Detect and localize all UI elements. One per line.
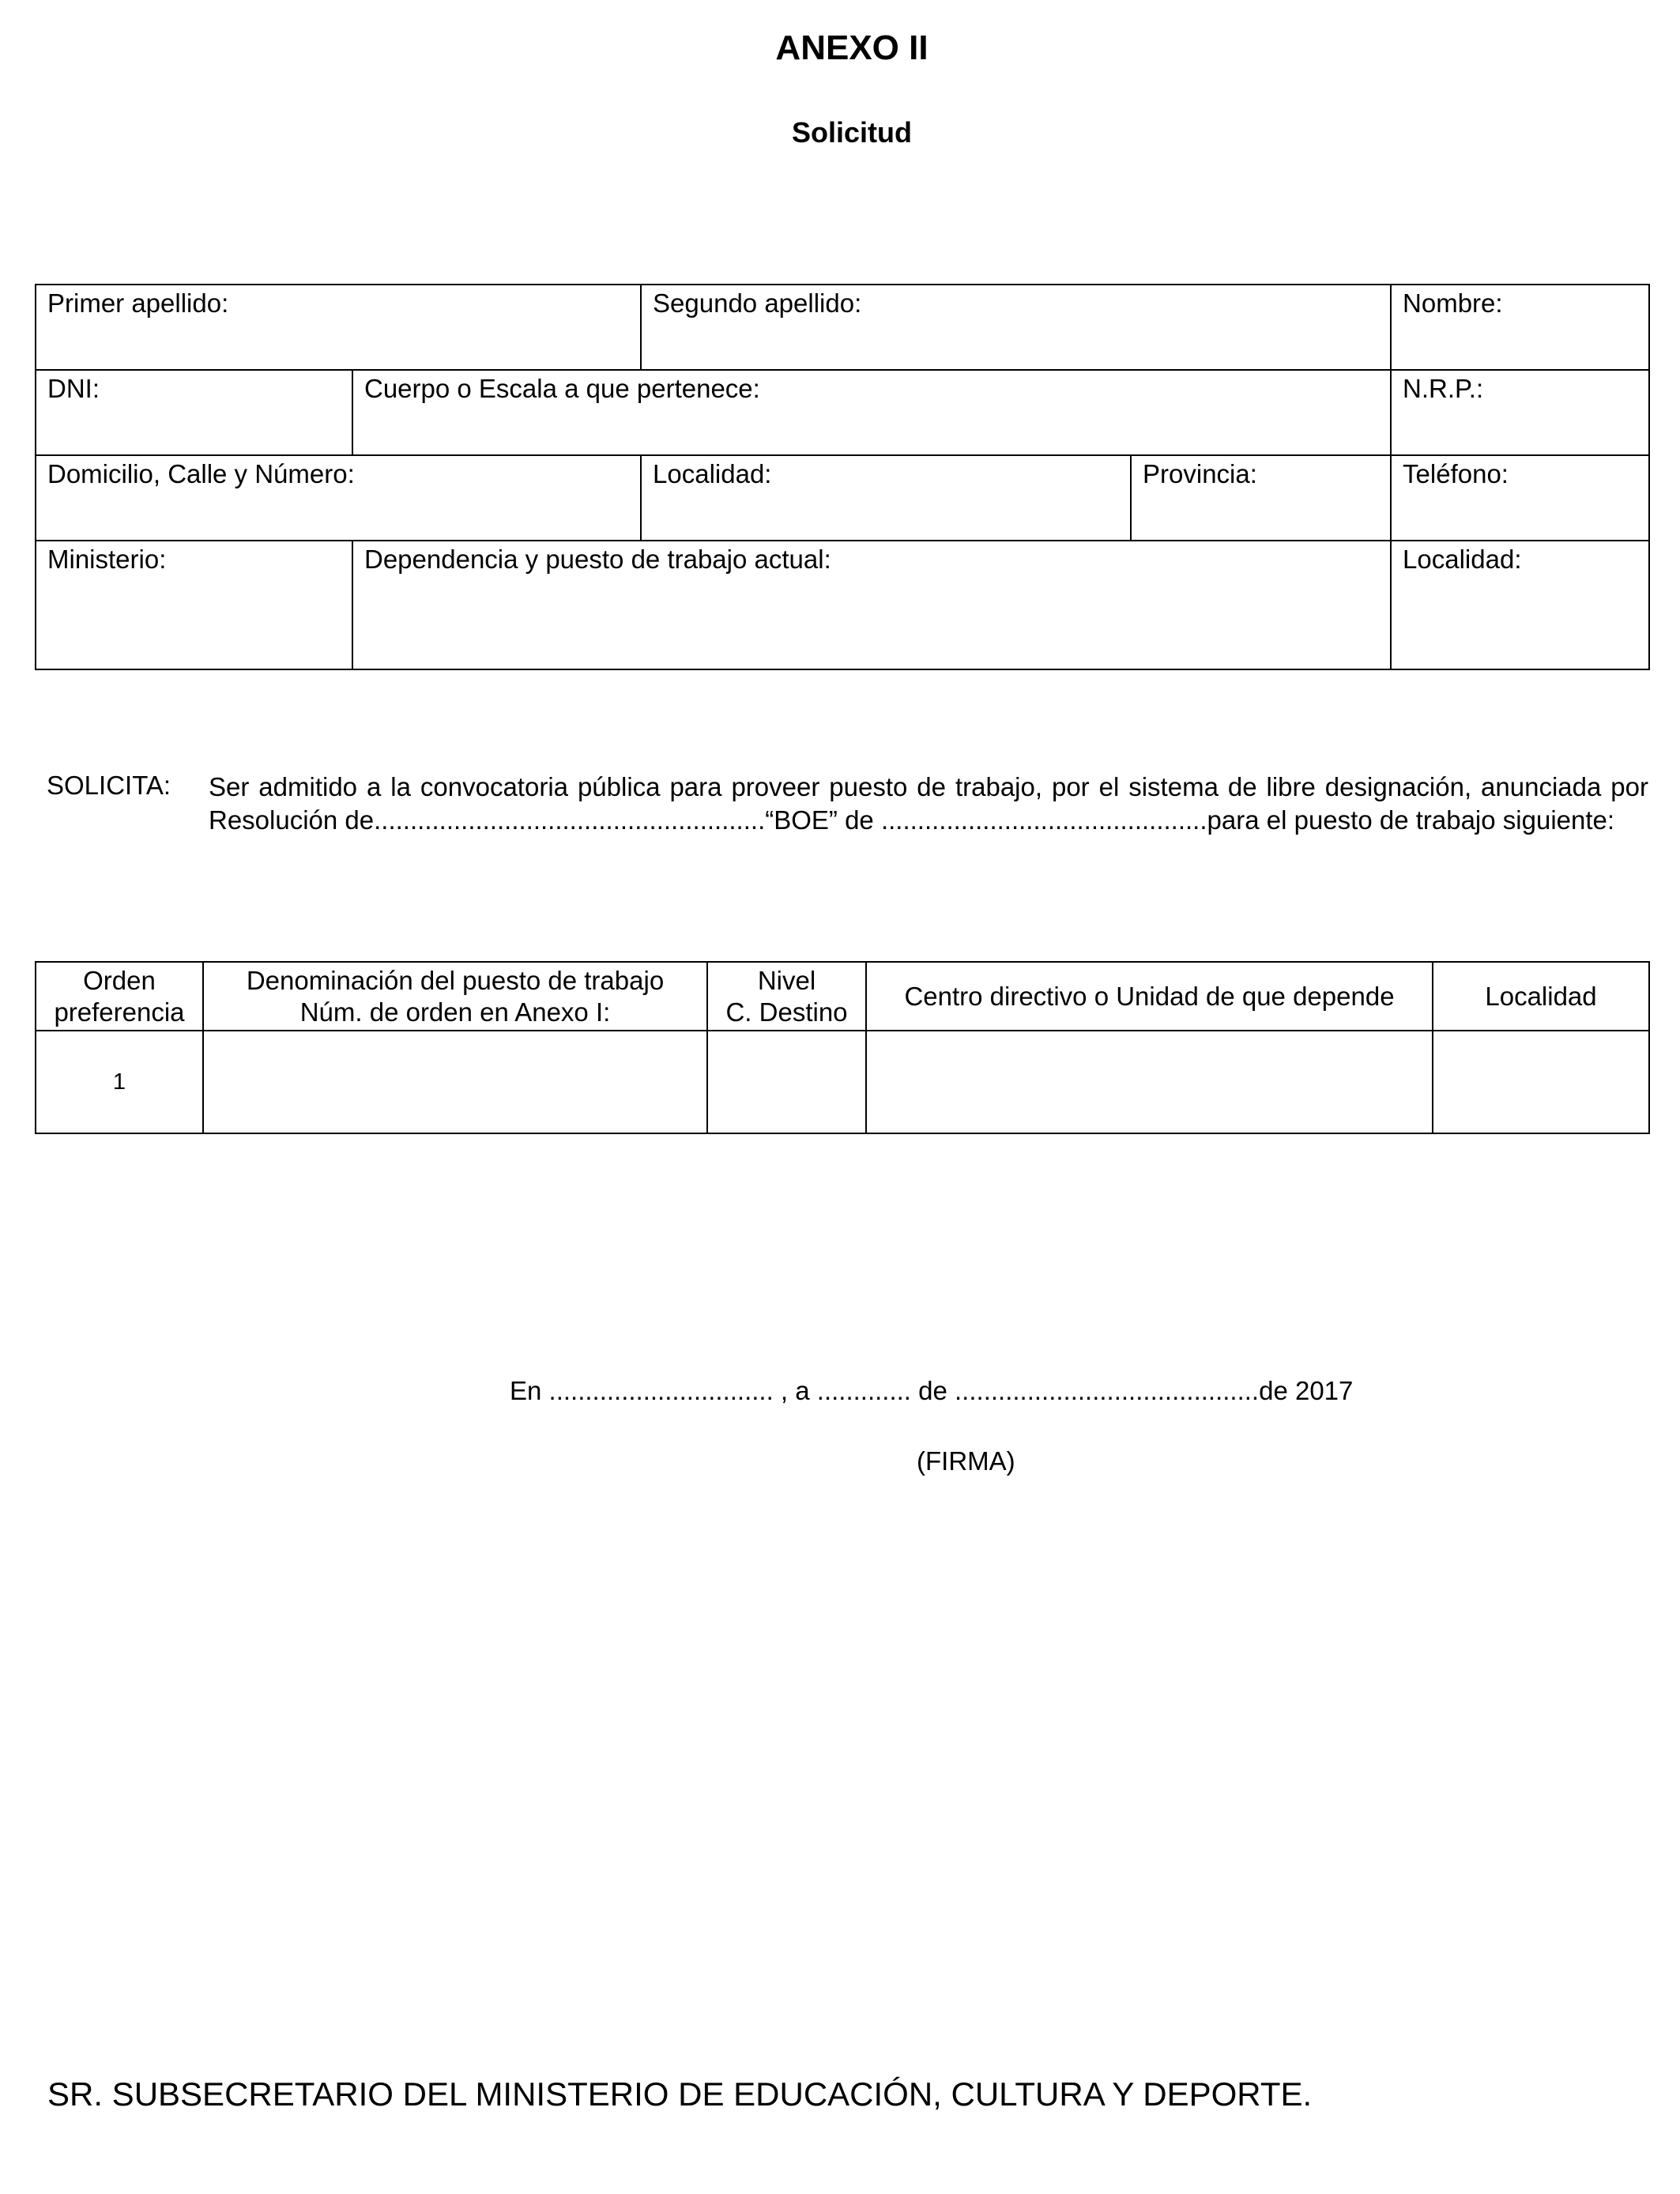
cell-localidad[interactable] <box>1433 1031 1649 1133</box>
cell-nivel[interactable] <box>707 1031 866 1133</box>
primer-apellido-field[interactable] <box>36 285 641 370</box>
header-orden-line2: preferencia <box>54 997 185 1027</box>
segundo-apellido-field[interactable] <box>641 285 1391 370</box>
domicilio-field[interactable] <box>36 455 641 541</box>
header-orden-line1: Orden <box>83 965 156 995</box>
header-localidad: Localidad <box>1433 962 1649 1031</box>
header-nivel-line2: C. Destino <box>725 997 848 1027</box>
header-denominacion-line1: Denominación del puesto de trabajo <box>246 965 665 995</box>
localidad-trabajo-label: Localidad: <box>1403 545 1522 574</box>
nombre-label: Nombre: <box>1403 288 1503 318</box>
cell-denominacion[interactable] <box>203 1031 707 1133</box>
place-date-line: En ............................... , a ............. de ..........................................de 2017 <box>510 1376 1354 1405</box>
header-nivel-line1: Nivel <box>757 965 816 995</box>
dependencia-label: Dependencia y puesto de trabajo actual: <box>364 545 831 574</box>
provincia-field[interactable] <box>1131 455 1391 541</box>
firma-label: (FIRMA) <box>917 1446 1015 1476</box>
nombre-field[interactable] <box>1391 285 1649 370</box>
localidad-label: Localidad: <box>653 459 772 488</box>
localidad-trabajo-field[interactable] <box>1391 541 1649 669</box>
header-nivel <box>707 962 866 1031</box>
ministerio-label: Ministerio: <box>47 545 167 574</box>
ministerio-field[interactable] <box>36 541 352 669</box>
document-subtitle: Solicitud <box>792 116 912 149</box>
table-header-row <box>36 962 1649 1031</box>
document-title: ANEXO II <box>775 28 929 67</box>
table-row <box>36 1031 1649 1133</box>
header-orden-preferencia <box>36 962 203 1031</box>
cell-orden: 1 <box>36 1031 203 1133</box>
puestos-table <box>35 961 1650 1134</box>
domicilio-label: Domicilio, Calle y Número: <box>47 459 355 488</box>
segundo-apellido-label: Segundo apellido: <box>653 288 862 318</box>
cuerpo-escala-field[interactable] <box>352 370 1391 455</box>
dni-label: DNI: <box>47 374 100 403</box>
header-denominacion <box>203 962 707 1031</box>
nrp-label: N.R.P.: <box>1403 374 1484 403</box>
dni-field[interactable] <box>36 370 352 455</box>
solicita-text: Ser admitido a la convocatoria pública para proveer puesto de trabajo, por el sistema de libre designación, anunciada por Resolución de......................................................“BOE” de .............................................para el puesto de trabajo siguiente: <box>209 772 1648 835</box>
header-centro-directivo: Centro directivo o Unidad de que depende <box>866 962 1433 1031</box>
telefono-label: Teléfono: <box>1403 459 1509 488</box>
cell-centro[interactable] <box>866 1031 1433 1133</box>
solicita-label: SOLICITA: <box>47 771 171 800</box>
addressee-footer: SR. SUBSECRETARIO DEL MINISTERIO DE EDUCACIÓN, CULTURA Y DEPORTE. <box>47 2075 1313 2113</box>
cuerpo-escala-label: Cuerpo o Escala a que pertenece: <box>364 374 760 403</box>
primer-apellido-label: Primer apellido: <box>47 288 229 318</box>
header-denominacion-line2: Núm. de orden en Anexo I: <box>299 997 611 1027</box>
nrp-field[interactable] <box>1391 370 1649 455</box>
provincia-label: Provincia: <box>1143 459 1257 488</box>
personal-data-form <box>35 284 1650 670</box>
localidad-field[interactable] <box>641 455 1131 541</box>
dependencia-field[interactable] <box>352 541 1391 669</box>
telefono-field[interactable] <box>1391 455 1649 541</box>
